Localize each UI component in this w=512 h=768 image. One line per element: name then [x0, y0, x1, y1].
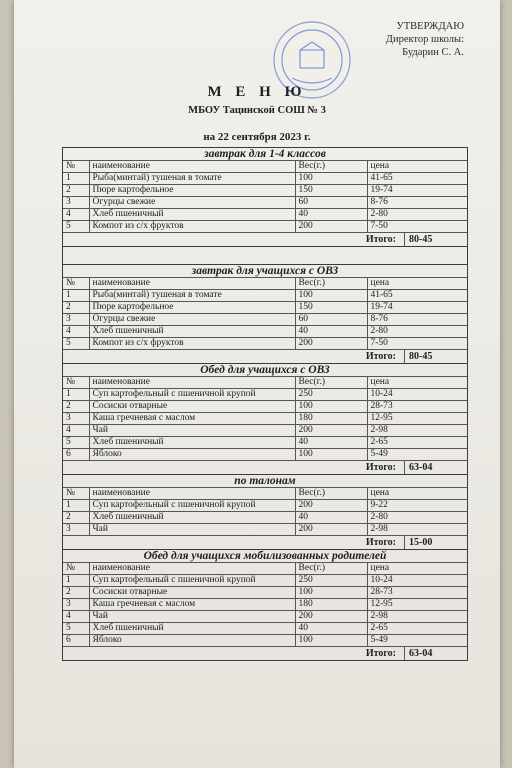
- table-cell: 10-24: [367, 575, 467, 587]
- approval-line: УТВЕРЖДАЮ: [396, 21, 464, 32]
- table-cell: 41-65: [367, 173, 467, 185]
- table-cell: Яблоко: [89, 449, 295, 461]
- total-row: [63, 461, 467, 474]
- table-row: [63, 599, 467, 611]
- column-header: наименование: [89, 278, 295, 290]
- table-cell: Яблоко: [89, 635, 295, 647]
- total-label: Итого:: [365, 648, 396, 659]
- table-cell: 2: [63, 302, 89, 314]
- table-cell: Хлеб пшеничный: [89, 512, 295, 524]
- table-cell: Каша гречневая с маслом: [89, 599, 295, 611]
- approval-director: Директор школы:: [385, 34, 464, 45]
- table-row: [63, 425, 467, 437]
- total-row: [63, 233, 467, 246]
- table-cell: 19-74: [367, 302, 467, 314]
- table-cell: Каша гречневая с маслом: [89, 413, 295, 425]
- table-cell: 200: [295, 524, 367, 536]
- table-cell: Хлеб пшеничный: [89, 437, 295, 449]
- header-row: [63, 377, 467, 389]
- table-cell: 1: [63, 500, 89, 512]
- table-cell: Чай: [89, 611, 295, 623]
- column-header: №: [63, 278, 89, 290]
- column-header: Вес(г.): [295, 488, 367, 500]
- total-value: 15-00: [404, 536, 467, 549]
- total-value: 80-45: [404, 350, 467, 363]
- table-row: [63, 197, 467, 209]
- table-cell: 180: [295, 413, 367, 425]
- section-table: [63, 277, 467, 350]
- table-row: [63, 221, 467, 233]
- table-cell: 3: [63, 524, 89, 536]
- table-cell: 12-95: [367, 413, 467, 425]
- table-cell: 150: [295, 302, 367, 314]
- section-heading: по талонам: [63, 474, 467, 487]
- table-cell: 180: [295, 599, 367, 611]
- table-cell: Чай: [89, 524, 295, 536]
- table-cell: 200: [295, 221, 367, 233]
- table-cell: 1: [63, 389, 89, 401]
- section-table: [63, 487, 467, 536]
- table-row: [63, 290, 467, 302]
- section-heading: Обед для учащихся мобилизованных родителей: [63, 549, 467, 562]
- table-cell: 19-74: [367, 185, 467, 197]
- column-header: Вес(г.): [295, 563, 367, 575]
- table-cell: 2-98: [367, 425, 467, 437]
- total-label: Итого:: [365, 537, 396, 548]
- table-row: [63, 500, 467, 512]
- section-heading: Обед для учащихся с ОВЗ: [63, 363, 467, 376]
- table-cell: 5-49: [367, 635, 467, 647]
- column-header: Вес(г.): [295, 377, 367, 389]
- table-cell: 60: [295, 197, 367, 209]
- table-cell: 1: [63, 290, 89, 302]
- table-row: [63, 512, 467, 524]
- table-cell: 3: [63, 314, 89, 326]
- table-cell: 2-98: [367, 524, 467, 536]
- table-cell: 40: [295, 209, 367, 221]
- table-cell: 250: [295, 389, 367, 401]
- table-cell: Пюре картофельное: [89, 302, 295, 314]
- total-row: [63, 647, 467, 660]
- column-header: №: [63, 488, 89, 500]
- table-row: [63, 524, 467, 536]
- table-cell: Сосиски отварные: [89, 401, 295, 413]
- table-cell: Суп картофельный с пшеничной крупой: [89, 575, 295, 587]
- total-label: Итого:: [365, 234, 396, 245]
- table-cell: 6: [63, 635, 89, 647]
- table-cell: 40: [295, 512, 367, 524]
- table-row: [63, 173, 467, 185]
- column-header: №: [63, 161, 89, 173]
- section-heading: завтрак для 1-4 классов: [63, 147, 467, 160]
- table-cell: 1: [63, 173, 89, 185]
- table-cell: 100: [295, 449, 367, 461]
- table-cell: 5-49: [367, 449, 467, 461]
- table-row: [63, 389, 467, 401]
- table-cell: Суп картофельный с пшеничной крупой: [89, 389, 295, 401]
- table-cell: Хлеб пшеничный: [89, 209, 295, 221]
- column-header: цена: [367, 377, 467, 389]
- table-cell: 41-65: [367, 290, 467, 302]
- table-cell: 12-95: [367, 599, 467, 611]
- table-cell: 200: [295, 611, 367, 623]
- section-table: [63, 376, 467, 461]
- table-cell: 2-80: [367, 209, 467, 221]
- section-table: [63, 562, 467, 647]
- table-cell: 100: [295, 587, 367, 599]
- column-header: цена: [367, 488, 467, 500]
- table-cell: 8-76: [367, 197, 467, 209]
- table-cell: 150: [295, 185, 367, 197]
- table-row: [63, 413, 467, 425]
- table-cell: 2: [63, 512, 89, 524]
- table-row: [63, 449, 467, 461]
- column-header: №: [63, 377, 89, 389]
- table-cell: 200: [295, 425, 367, 437]
- table-cell: 7-50: [367, 338, 467, 350]
- table-cell: Чай: [89, 425, 295, 437]
- table-row: [63, 587, 467, 599]
- total-value: 80-45: [404, 233, 467, 246]
- header-row: [63, 563, 467, 575]
- table-cell: 100: [295, 635, 367, 647]
- table-cell: Компот из с/х фруктов: [89, 221, 295, 233]
- table-cell: 6: [63, 449, 89, 461]
- table-row: [63, 575, 467, 587]
- table-cell: 3: [63, 197, 89, 209]
- menu-table: [62, 147, 468, 661]
- table-cell: 4: [63, 326, 89, 338]
- total-value: 63-04: [404, 461, 467, 474]
- table-cell: 5: [63, 437, 89, 449]
- column-header: Вес(г.): [295, 278, 367, 290]
- column-header: цена: [367, 161, 467, 173]
- table-cell: 100: [295, 401, 367, 413]
- table-row: [63, 611, 467, 623]
- table-cell: 2-80: [367, 326, 467, 338]
- table-cell: 2-80: [367, 512, 467, 524]
- table-row: [63, 314, 467, 326]
- column-header: цена: [367, 278, 467, 290]
- table-cell: Огурцы свежие: [89, 314, 295, 326]
- column-header: наименование: [89, 161, 295, 173]
- section-heading: завтрак для учащихся с ОВЗ: [63, 264, 467, 277]
- table-cell: 3: [63, 599, 89, 611]
- total-label: Итого:: [365, 351, 396, 362]
- table-row: [63, 401, 467, 413]
- table-cell: 40: [295, 437, 367, 449]
- table-cell: 28-73: [367, 587, 467, 599]
- school-name: МБОУ Тацинской СОШ № 3: [188, 105, 326, 116]
- table-row: [63, 209, 467, 221]
- table-row: [63, 623, 467, 635]
- table-cell: 2: [63, 587, 89, 599]
- column-header: №: [63, 563, 89, 575]
- table-cell: Рыба(минтай) тушеная в томате: [89, 173, 295, 185]
- table-cell: 3: [63, 413, 89, 425]
- section-table: [63, 160, 467, 233]
- table-cell: 1: [63, 575, 89, 587]
- column-header: наименование: [89, 563, 295, 575]
- menu-date: на 22 сентября 2023 г.: [203, 131, 311, 143]
- table-cell: 60: [295, 314, 367, 326]
- table-cell: 8-76: [367, 314, 467, 326]
- table-cell: Огурцы свежие: [89, 197, 295, 209]
- total-row: [63, 536, 467, 549]
- table-cell: 5: [63, 623, 89, 635]
- table-row: [63, 185, 467, 197]
- table-cell: 2-65: [367, 623, 467, 635]
- table-cell: 5: [63, 338, 89, 350]
- header-row: [63, 161, 467, 173]
- table-cell: 100: [295, 173, 367, 185]
- header-row: [63, 488, 467, 500]
- table-cell: Хлеб пшеничный: [89, 623, 295, 635]
- table-cell: 2: [63, 401, 89, 413]
- table-cell: 2-98: [367, 611, 467, 623]
- table-row: [63, 635, 467, 647]
- table-row: [63, 302, 467, 314]
- approval-name: Бударин С. А.: [402, 47, 464, 58]
- table-cell: 7-50: [367, 221, 467, 233]
- table-cell: 28-73: [367, 401, 467, 413]
- table-cell: 40: [295, 623, 367, 635]
- section-gap: [63, 246, 467, 264]
- table-cell: 9-22: [367, 500, 467, 512]
- menu-sheet: [14, 0, 500, 768]
- column-header: наименование: [89, 377, 295, 389]
- table-cell: 2: [63, 185, 89, 197]
- column-header: Вес(г.): [295, 161, 367, 173]
- total-value: 63-04: [404, 647, 467, 660]
- total-row: [63, 350, 467, 363]
- table-cell: Компот из с/х фруктов: [89, 338, 295, 350]
- table-cell: 200: [295, 500, 367, 512]
- table-cell: 100: [295, 290, 367, 302]
- table-cell: Рыба(минтай) тушеная в томате: [89, 290, 295, 302]
- table-cell: Хлеб пшеничный: [89, 326, 295, 338]
- table-cell: 10-24: [367, 389, 467, 401]
- table-cell: 40: [295, 326, 367, 338]
- total-label: Итого:: [365, 462, 396, 473]
- table-cell: 4: [63, 425, 89, 437]
- table-cell: Пюре картофельное: [89, 185, 295, 197]
- header-row: [63, 278, 467, 290]
- table-cell: 200: [295, 338, 367, 350]
- table-cell: 4: [63, 611, 89, 623]
- table-cell: 5: [63, 221, 89, 233]
- page-title: М Е Н Ю: [207, 84, 307, 100]
- approval-block: [386, 20, 464, 59]
- table-cell: 2-65: [367, 437, 467, 449]
- table-cell: Сосиски отварные: [89, 587, 295, 599]
- column-header: цена: [367, 563, 467, 575]
- column-header: наименование: [89, 488, 295, 500]
- table-cell: 4: [63, 209, 89, 221]
- table-cell: Суп картофельный с пшеничной крупой: [89, 500, 295, 512]
- table-cell: 250: [295, 575, 367, 587]
- table-row: [63, 326, 467, 338]
- table-row: [63, 437, 467, 449]
- table-row: [63, 338, 467, 350]
